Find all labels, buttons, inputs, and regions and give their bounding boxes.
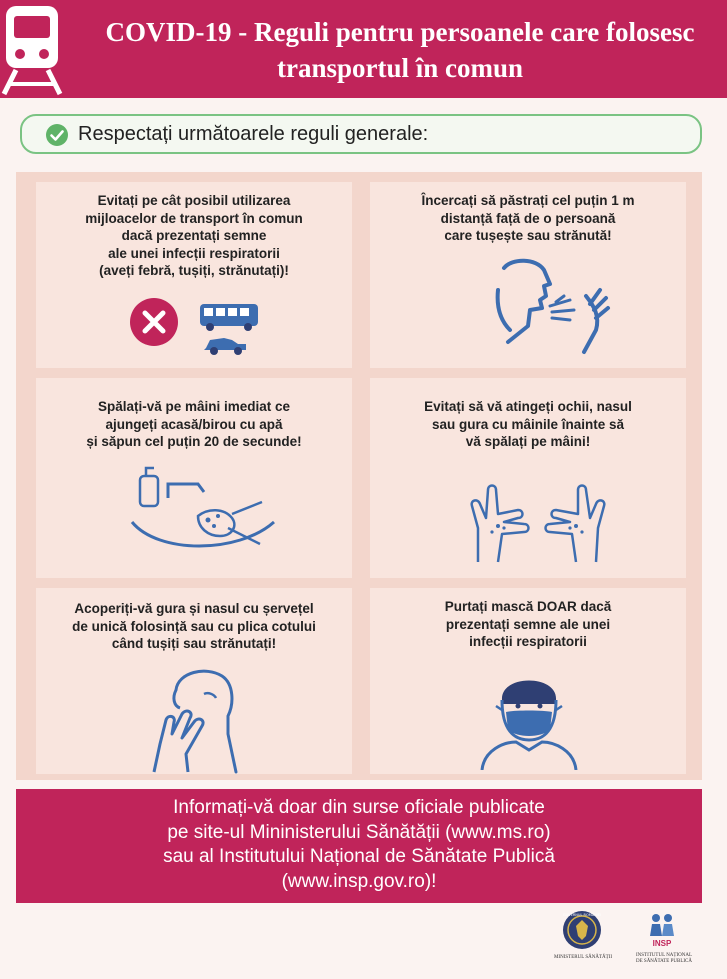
train-icon: [0, 0, 72, 98]
face-mask-icon: [474, 660, 584, 770]
rule-text: Spălați-vă pe mâini imediat ce ajungeți acasă/birou cu apă și săpun cel puțin 20 de secunde!: [86, 399, 302, 449]
rule-text: Evitați pe cât posibil utilizarea mijloacelor de transport în comun dacă prezentați semne ale unei infecții respiratorii (aveți febră, tușiți, strănutați)!: [85, 193, 303, 278]
rule-card-avoid-transport: [36, 182, 352, 368]
rule-text: Încercați să păstrați cel puțin 1 m distanță față de o persoană care tușește sau strănută!: [421, 193, 635, 243]
ministry-seal-icon: [562, 910, 602, 950]
rule-card-wash-hands: [36, 378, 352, 578]
cover-cough-icon: [146, 664, 246, 774]
general-rules-heading: Respectați următoarele reguli generale:: [78, 123, 429, 145]
no-transport-icon: [128, 296, 288, 360]
rule-text: Acoperiți-vă gura și nasul cu șervețel de unică folosință sau cu plica cotului când tușiți sau strănutați!: [72, 601, 316, 651]
general-rules-bar: [20, 114, 702, 154]
page-title: COVID-19 - Reguli pentru persoanele care folosesc transportul în comun: [105, 17, 695, 83]
rule-card-cover-cough: [36, 588, 352, 774]
info-footer-banner: [16, 789, 702, 903]
insp-logo-icon: [642, 908, 682, 948]
hand-washing-icon: [128, 462, 278, 562]
cough-distance-icon: [490, 256, 630, 366]
header-banner: [0, 0, 727, 98]
rule-card-avoid-touching-face: [370, 378, 686, 578]
rules-panel: [16, 172, 702, 780]
rule-text: Evitați să vă atingeți ochii, nasul sau gura cu mâinile înainte să vă spălați pe mâini!: [424, 399, 632, 449]
dirty-hands-icon: [458, 466, 618, 566]
official-sources-text: Informați-vă doar din surse oficiale publicate pe site-ul Mininisterului Sănătății (www.ms.ro) sau al Institutului Național de Sănătate Publică (www.insp.gov.ro)!: [163, 797, 555, 892]
rule-card-wear-mask: [370, 588, 686, 774]
check-circle-icon: [46, 124, 68, 146]
ministry-seal-text: GUVERNUL ROMÂNIEI: [562, 913, 602, 917]
insp-label: INSTITUTUL NAȚIONAL DE SĂNĂTATE PUBLICĂ: [635, 953, 693, 964]
ministry-label: MINISTERUL SĂNĂTĂȚII: [553, 955, 612, 960]
rule-text: Purtați mască DOAR dacă prezentați semne ale unei infecții respiratorii: [444, 599, 612, 649]
insp-mark: INSP: [652, 939, 672, 948]
rule-card-keep-distance: [370, 182, 686, 368]
